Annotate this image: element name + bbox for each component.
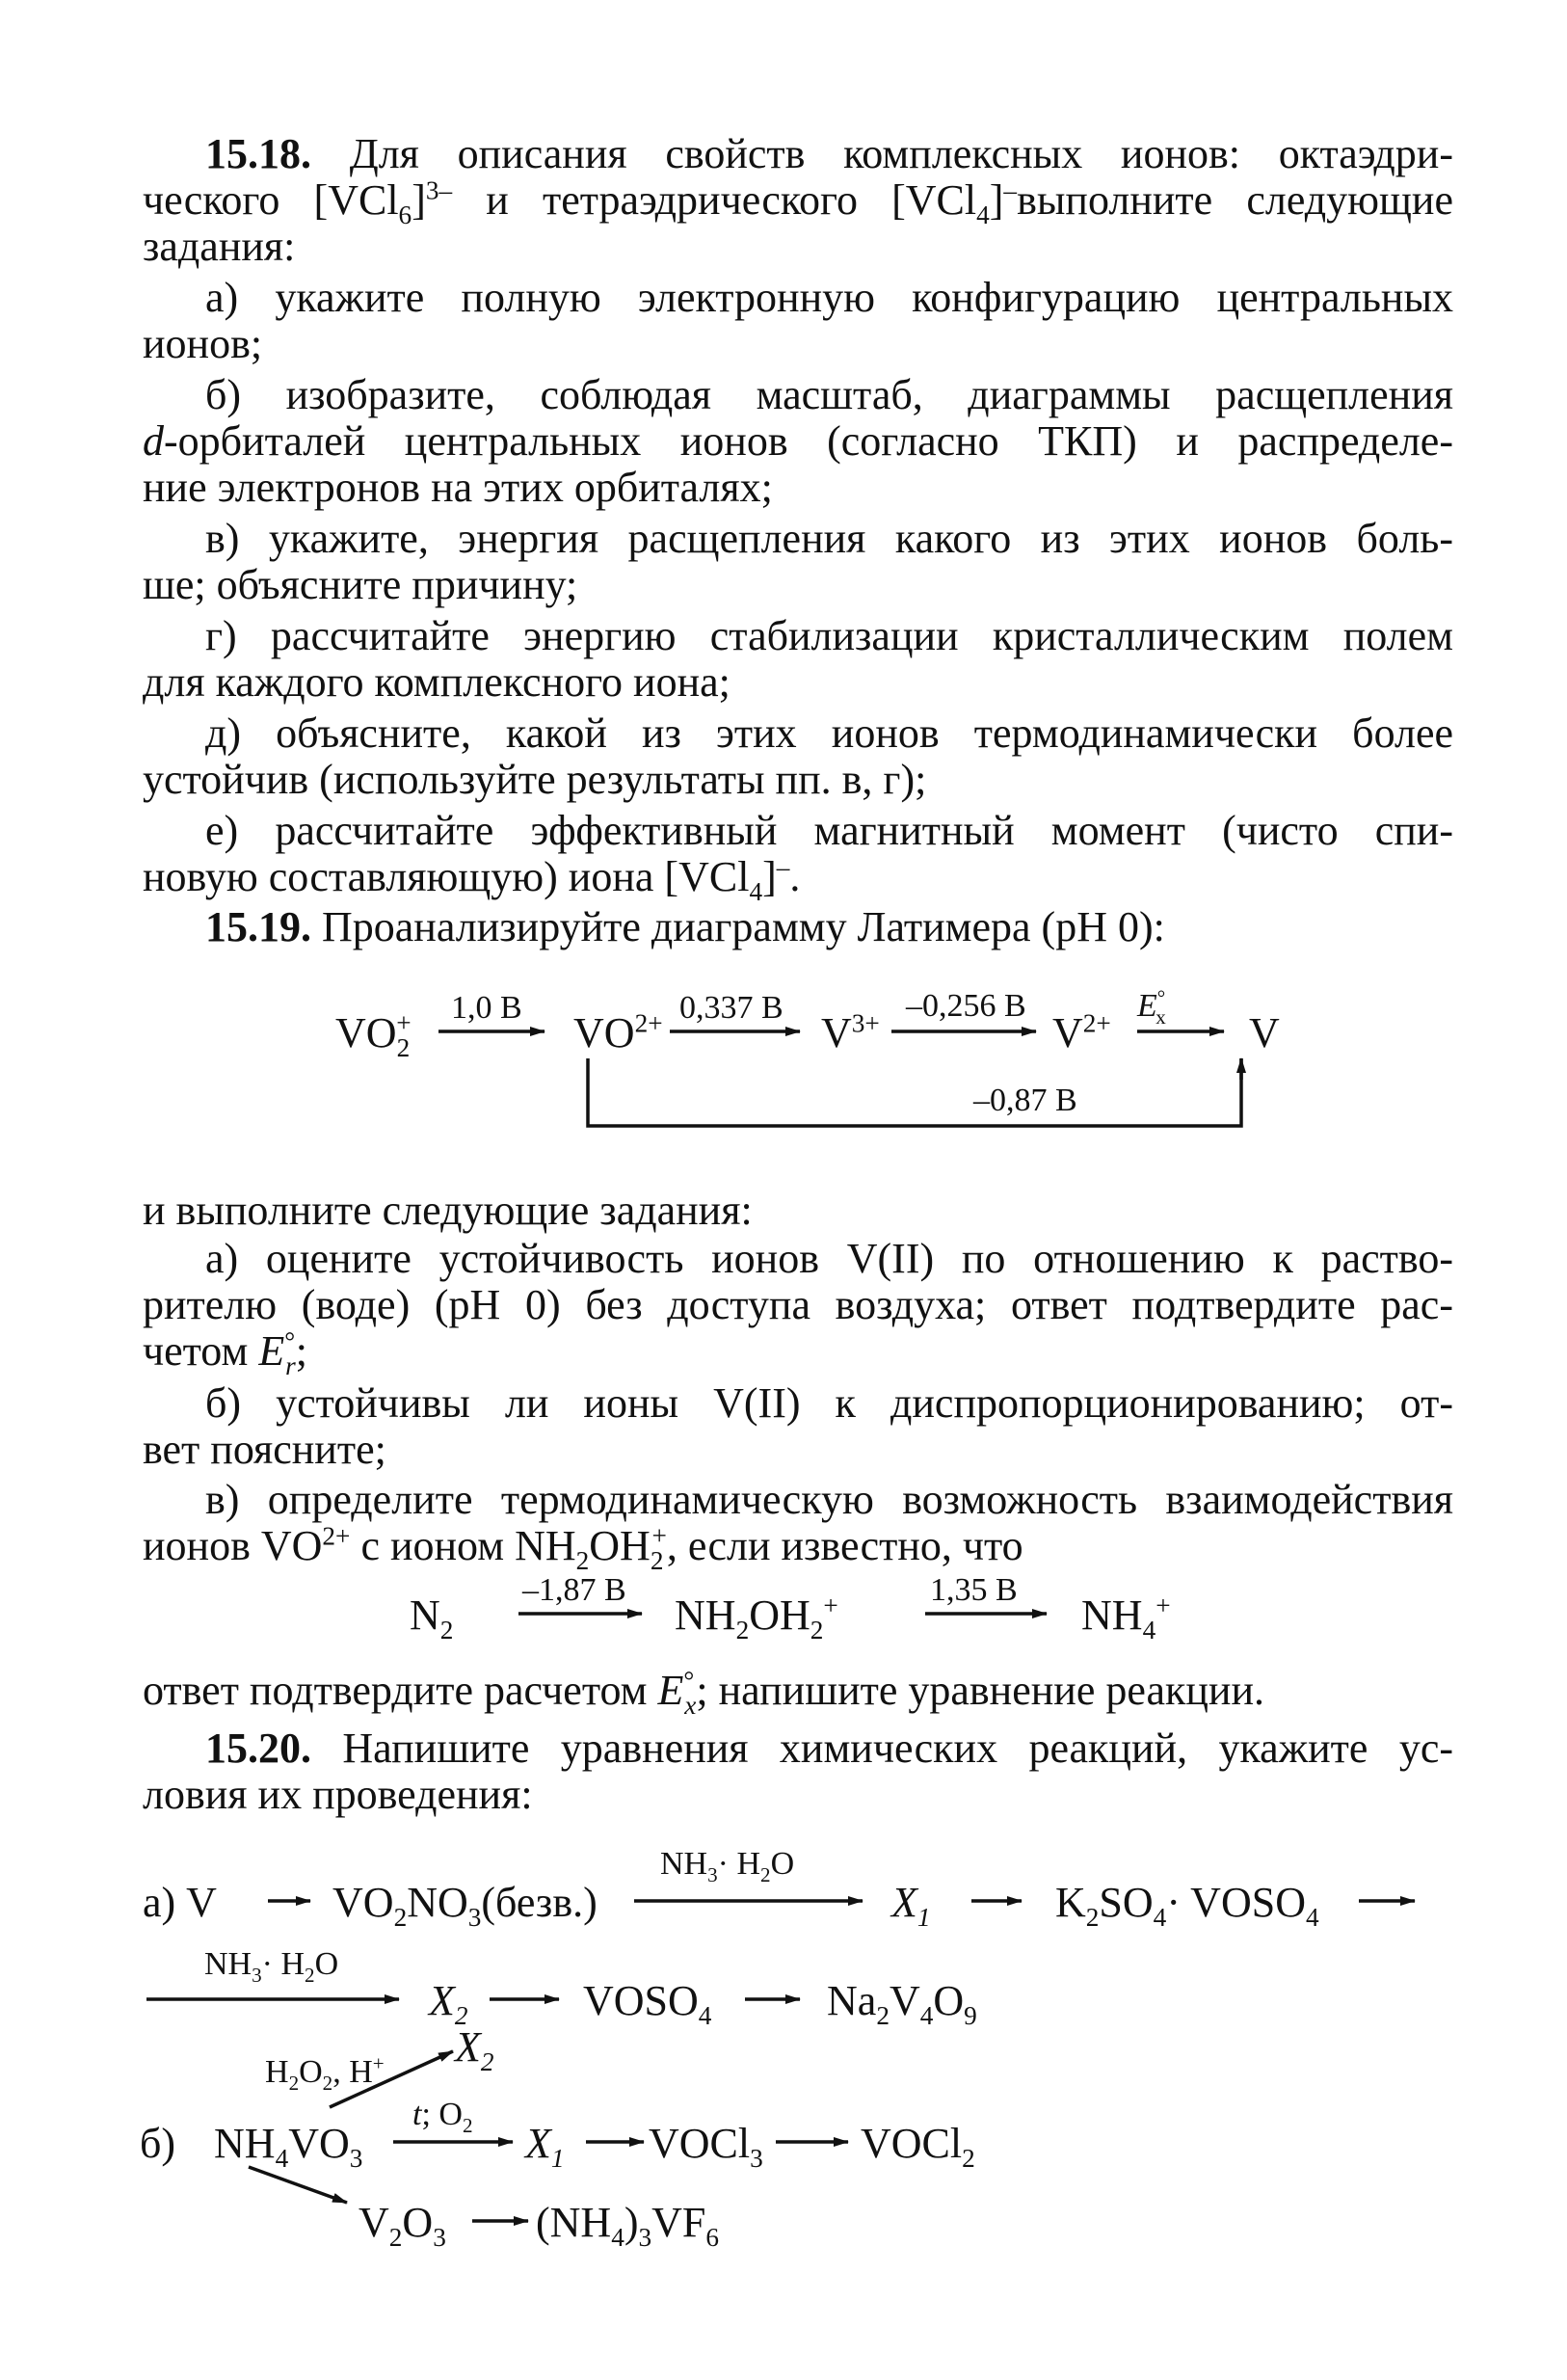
problem-15-19-title: 15.19. Проанализируйте диаграмму Латимера (pH 0):: [205, 903, 1165, 950]
potential-label: 0,337 В: [679, 990, 784, 1026]
problem-15-18-line-3: задания:: [143, 223, 296, 270]
task-d-line-1: д) объясните, какой из этих ионов термодинамически более: [205, 709, 1453, 757]
task-b-line-2: вет поясните;: [143, 1426, 386, 1473]
task-a-line-1: а) оцените устойчивость ионов V(II) по отношению к раство-: [205, 1235, 1453, 1282]
problem-number: 15.18.: [205, 130, 311, 177]
task-a-line-3: четом $E^\circ_r$;: [143, 1326, 307, 1380]
bracket-arrow: [588, 1058, 1241, 1126]
species-vo2no3: $VO_2NO_3(безв.)$: [332, 1879, 598, 1932]
potential-label: –1,87 В: [522, 1572, 626, 1608]
task-a-line-1: а) укажите полную электронную конфигурацию центральных: [205, 274, 1453, 321]
species-nh4-plus: $NH_4^+$: [1081, 1591, 1171, 1645]
species-nh2oh2-plus: $NH_2OH_2^+$: [675, 1591, 838, 1645]
species-x1: $X_1$: [891, 1879, 931, 1932]
problem-15-18-line-1: 15.18. Для описания свойств комплексных ионов: октаэдри-: [205, 130, 1454, 177]
scheme-b-label: б): [140, 2120, 176, 2167]
problem-number: 15.19.: [205, 903, 311, 950]
species-vocl3: VOCl$_3$: [649, 2120, 763, 2173]
species-na2v4o9: $Na_2V_4O_9$: [827, 1977, 977, 2030]
task-v-line-1: в) определите термодинамическую возможность взаимодействия: [205, 1476, 1453, 1523]
problem-number: 15.20.: [205, 1725, 311, 1772]
bracket-potential-label: –0,87 В: [973, 1083, 1077, 1118]
problem-15-20-line-1: 15.20. Напишите уравнения химических реакций, укажите ус-: [205, 1725, 1453, 1772]
species-v2o3: $V_2O_3$: [359, 2199, 446, 2252]
task-v-line-1: в) укажите, энергия расщепления какого из этих ионов боль-: [205, 515, 1453, 562]
ex-potential-label: $E^\circ_x$: [1137, 985, 1166, 1029]
task-d-line-2: устойчив (используйте результаты пп. в, г);: [143, 756, 927, 803]
condition-label: $H_2O_2$, H+: [265, 2051, 385, 2095]
task-g-line-2: для каждого комплексного иона;: [143, 658, 730, 706]
task-b-line-1: б) изобразите, соблюдая масштаб, диаграммы расщепления: [205, 371, 1453, 418]
task-b-line-1: б) устойчивы ли ионы V(II) к диспропорционированию; от-: [205, 1379, 1453, 1427]
problem-15-20-line-2: ловия их проведения:: [143, 1771, 533, 1818]
potential-label: 1,35 В: [930, 1572, 1018, 1608]
species-v: V: [1249, 1009, 1280, 1056]
condition-label: $NH_3\cdot H_2O$: [204, 1946, 339, 1987]
condition-label: t; $O_2$: [412, 2097, 473, 2137]
task-v-line-2: ионов $VO^{2+}$ с ионом $NH_2OH_2^+$, если известно, что: [143, 1521, 1023, 1575]
species-x2: $X_2$: [455, 2023, 494, 2076]
task-a-line-2: ионов;: [143, 320, 263, 367]
problem-15-19-intro: и выполните следующие задания:: [143, 1187, 753, 1234]
task-v-line-2: ше; объясните причину;: [143, 561, 578, 608]
species-x1: $X_1$: [525, 2120, 565, 2173]
task-e-line-1: е) рассчитайте эффективный магнитный момент (чисто спи-: [205, 807, 1453, 854]
species-voso4: $VOSO_4$: [583, 1977, 712, 2030]
condition-label: $NH_3\cdot H_2O$: [660, 1846, 795, 1886]
species-n2: $N_2$: [410, 1591, 454, 1645]
species-vocl2: VOCl$_2$: [861, 2120, 975, 2173]
task-a-line-2: рителю (воде) (pH 0) без доступа воздуха; ответ подтвердите рас-: [143, 1281, 1453, 1328]
species-nh4vo3: $NH_4VO_3$: [214, 2120, 363, 2173]
species-k2so4-voso4: $K_2SO_4\cdot$ $VOSO_4$: [1055, 1879, 1319, 1932]
species-nh4-3-vf6: $(NH_4)_3VF_6$: [536, 2199, 720, 2252]
scheme-a-label: а) V: [143, 1879, 217, 1926]
species-v-3plus: $V^{3+}$: [821, 1008, 880, 1056]
species-v-2plus: $V^{2+}$: [1052, 1008, 1111, 1056]
species-x2: $X_2$: [429, 1977, 468, 2030]
problem-15-18-line-2: ческого $[VCl_6]^{3-}$ и тетраэдрического [VCl$_4$]–выполните следующие: [143, 175, 1453, 229]
potential-label: 1,0 В: [451, 990, 522, 1026]
species-vo-2plus: $VO^{2+}$: [573, 1008, 663, 1056]
task-b-line-3: ние электронов на этих орбиталях;: [143, 464, 773, 511]
task-e-line-2: новую составляющую) иона [VCl$_4$]–.: [143, 852, 801, 906]
species-vo2-plus: $VO_2^+$: [335, 1008, 412, 1062]
problem-15-19-answer: ответ подтвердите расчетом $E^\circ_x$; напишите уравнение реакции.: [143, 1666, 1264, 1720]
task-b-line-2: d-орбиталей центральных ионов (согласно ТКП) и распределе-: [143, 417, 1453, 465]
potential-label: –0,256 В: [906, 988, 1026, 1024]
task-g-line-1: г) рассчитайте энергию стабилизации кристаллическим полем: [205, 612, 1453, 659]
